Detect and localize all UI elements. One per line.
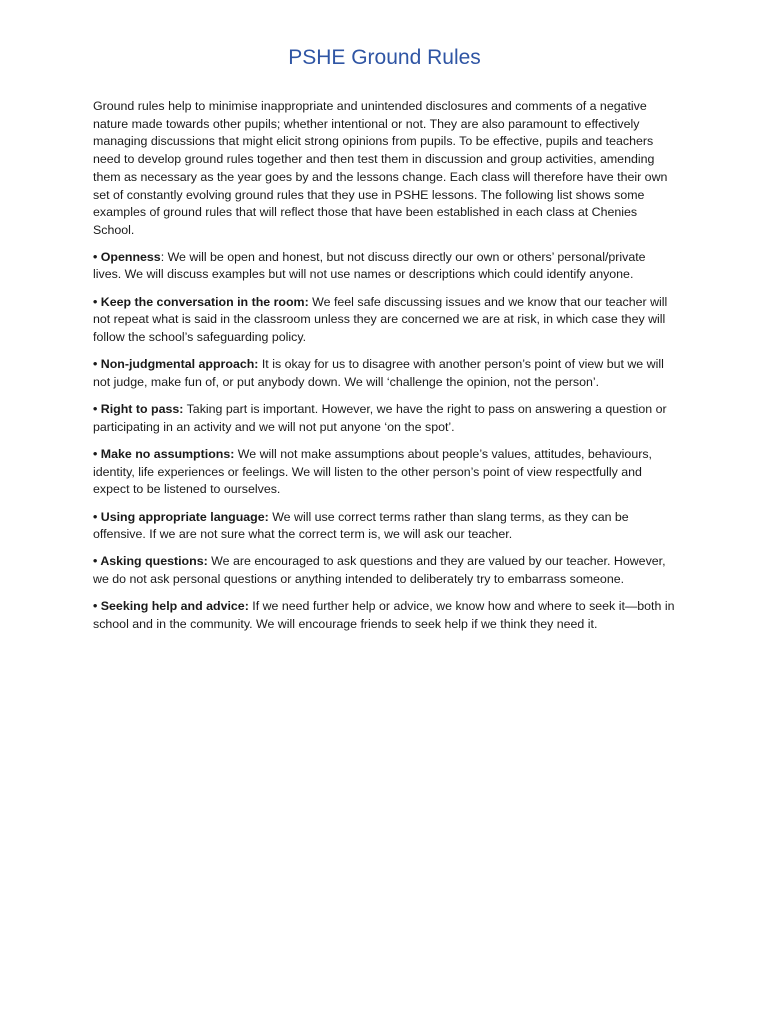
rule-text: : We will be open and honest, but not discuss directly our own or others’ personal/private lives. We will discuss examples but will not use names or descriptions which could identify anyone. <box>93 249 646 282</box>
rule-heading: • Make no assumptions: <box>93 446 235 461</box>
page-title: PSHE Ground Rules <box>288 46 481 69</box>
rule-text: Taking part is important. However, we have the right to pass on answering a question or participating in an activity and we will not put anyone ‘on the spot’. <box>93 402 667 434</box>
rule-heading: • Openness <box>93 249 161 264</box>
intro-paragraph: Ground rules help to minimise inappropriate and unintended disclosures and comments of a negative nature made towards other pupils; whether intentional or not. They are also paramount to effectively managing discussions that might elicit strong opinions from pupils. To be effective, pupils and teachers need to develop ground rules together and then test them in discussion and group activities, amending them as necessary as the year goes by and the lessons change. Each class will therefore have their own set of constantly evolving ground rules that they use in PSHE lessons. The following list shows some examples of ground rules that will reflect those that have been established in each class at Chenies School. <box>93 99 668 237</box>
rule-text: If we need further help or advice, we know how and where to seek it—both in school and in the community. We will encourage friends to seek help if we think they need it. <box>93 599 675 632</box>
rule-text: We are encouraged to ask questions and they are valued by our teacher. However, we do not ask personal questions or anything intended to deliberately try to embarrass someone. <box>93 554 666 587</box>
rule-appropriate-language <box>93 509 676 544</box>
rule-keep-conversation <box>93 294 676 347</box>
rule-heading: • Non-judgmental approach: <box>93 357 259 372</box>
rule-openness <box>93 249 676 284</box>
rule-heading: • Right to pass: <box>93 402 184 417</box>
rule-asking-questions <box>93 553 676 588</box>
rule-heading: • Using appropriate language: <box>93 509 269 524</box>
rule-no-assumptions <box>93 446 676 499</box>
rule-seeking-help <box>93 598 676 633</box>
rule-text: We feel safe discussing issues and we know that our teacher will not repeat what is said in the classroom unless they are concerned we are at risk, in which case they will follow the school’s safeguarding policy. <box>93 294 668 344</box>
rule-text: We will use correct terms rather than slang terms, as they can be offensive. If we are not sure what the correct term is, we will ask our teacher. <box>93 509 629 542</box>
rule-non-judgmental <box>93 356 676 391</box>
rule-text: It is okay for us to disagree with another person’s point of view but we will not judge, make fun of, or put anybody down. We will ‘challenge the opinion, not the person’. <box>93 357 664 389</box>
rule-text: We will not make assumptions about people’s values, attitudes, behaviours, identity, life experiences or feelings. We will listen to the other person’s point of view respectfully and expect to be listened to ourselves. <box>93 446 652 497</box>
rule-heading: • Seeking help and advice: <box>93 599 249 614</box>
rule-right-to-pass <box>93 401 676 436</box>
rule-heading: • Asking questions: <box>93 554 208 569</box>
rule-heading: • Keep the conversation in the room: <box>93 294 309 309</box>
